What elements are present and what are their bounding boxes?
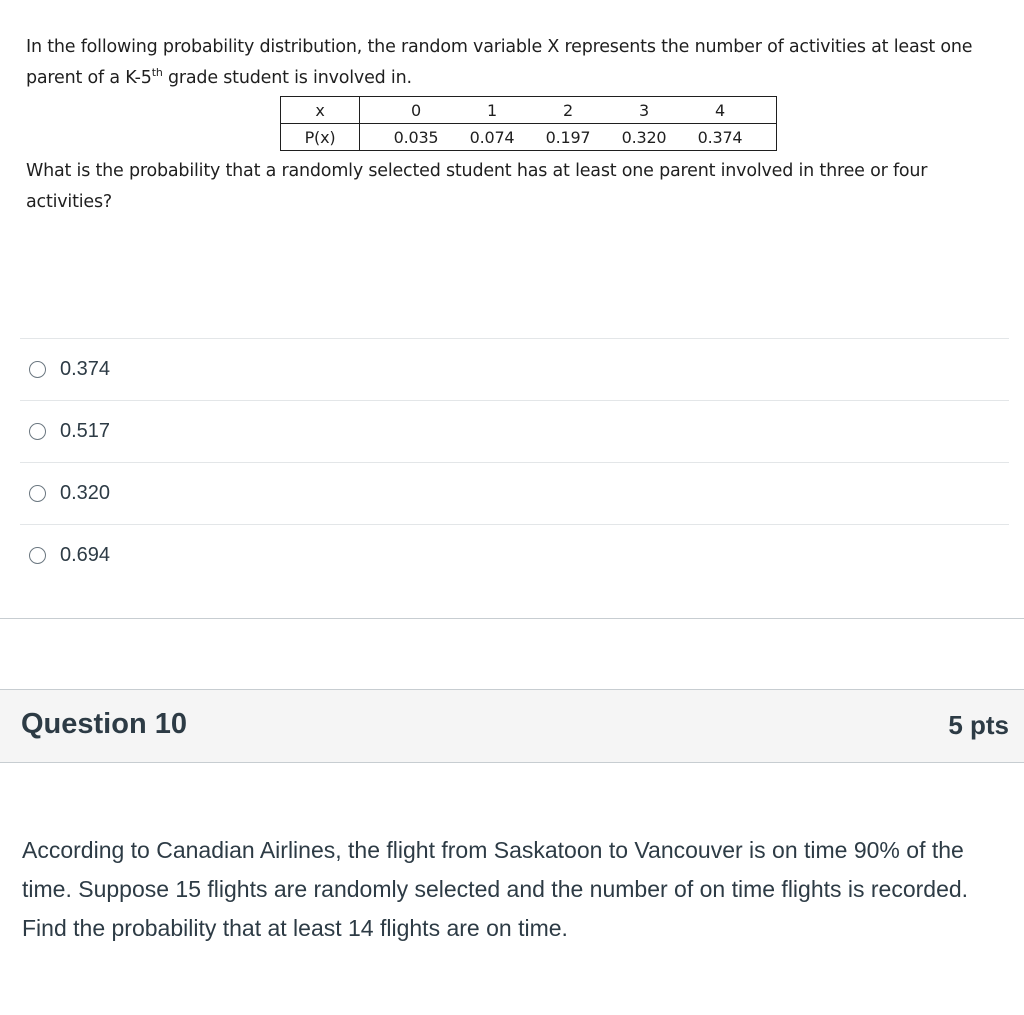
answer-label: 0.320 bbox=[60, 482, 111, 504]
x-value: 3 bbox=[639, 100, 649, 120]
question-divider bbox=[0, 618, 1024, 619]
x-value: 4 bbox=[715, 100, 725, 120]
p-value: 0.035 bbox=[393, 127, 439, 147]
table-row-x bbox=[281, 97, 777, 124]
x-label-cell: x bbox=[281, 97, 360, 124]
x-value: 1 bbox=[487, 100, 497, 120]
question-10-text: According to Canadian Airlines, the flight from Saskatoon to Vancouver is on time 90% of the time. Suppose 15 flights are randomly selected and the number of on time flights is recorded. Find the probability that at least 14 flights are on time. bbox=[22, 837, 969, 941]
answer-option[interactable] bbox=[20, 525, 1009, 586]
answer-option[interactable] bbox=[20, 339, 1009, 401]
answer-label: 0.517 bbox=[60, 420, 111, 442]
probability-distribution-table bbox=[280, 96, 777, 151]
px-label-cell: P(x) bbox=[281, 124, 360, 151]
answer-list bbox=[20, 338, 1009, 586]
question-9-intro: In the following probability distribution, the random variable X represents the number of activities at least one parent of a K-5th grade student is involved in. bbox=[26, 37, 973, 88]
radio-button[interactable] bbox=[29, 485, 46, 502]
answer-label: 0.374 bbox=[60, 358, 111, 380]
question-9-content bbox=[26, 32, 1011, 212]
radio-button[interactable] bbox=[29, 547, 46, 564]
p-value: 0.320 bbox=[621, 127, 667, 147]
question-points: 5 pts bbox=[948, 710, 1009, 740]
p-value: 0.374 bbox=[697, 127, 743, 147]
question-title: Question 10 bbox=[21, 708, 187, 740]
answer-option[interactable] bbox=[20, 401, 1009, 463]
answer-label: 0.694 bbox=[60, 544, 111, 566]
question-9-prompt: What is the probability that a randomly selected student has at least one parent involved in three or four activities? bbox=[26, 161, 928, 212]
p-value: 0.074 bbox=[469, 127, 515, 147]
x-value: 0 bbox=[411, 100, 421, 120]
table-row-px bbox=[281, 124, 777, 151]
x-value: 2 bbox=[563, 100, 573, 120]
radio-button[interactable] bbox=[29, 423, 46, 440]
radio-button[interactable] bbox=[29, 361, 46, 378]
answer-option[interactable] bbox=[20, 463, 1009, 525]
question-10-header bbox=[0, 689, 1024, 763]
p-value: 0.197 bbox=[545, 127, 591, 147]
